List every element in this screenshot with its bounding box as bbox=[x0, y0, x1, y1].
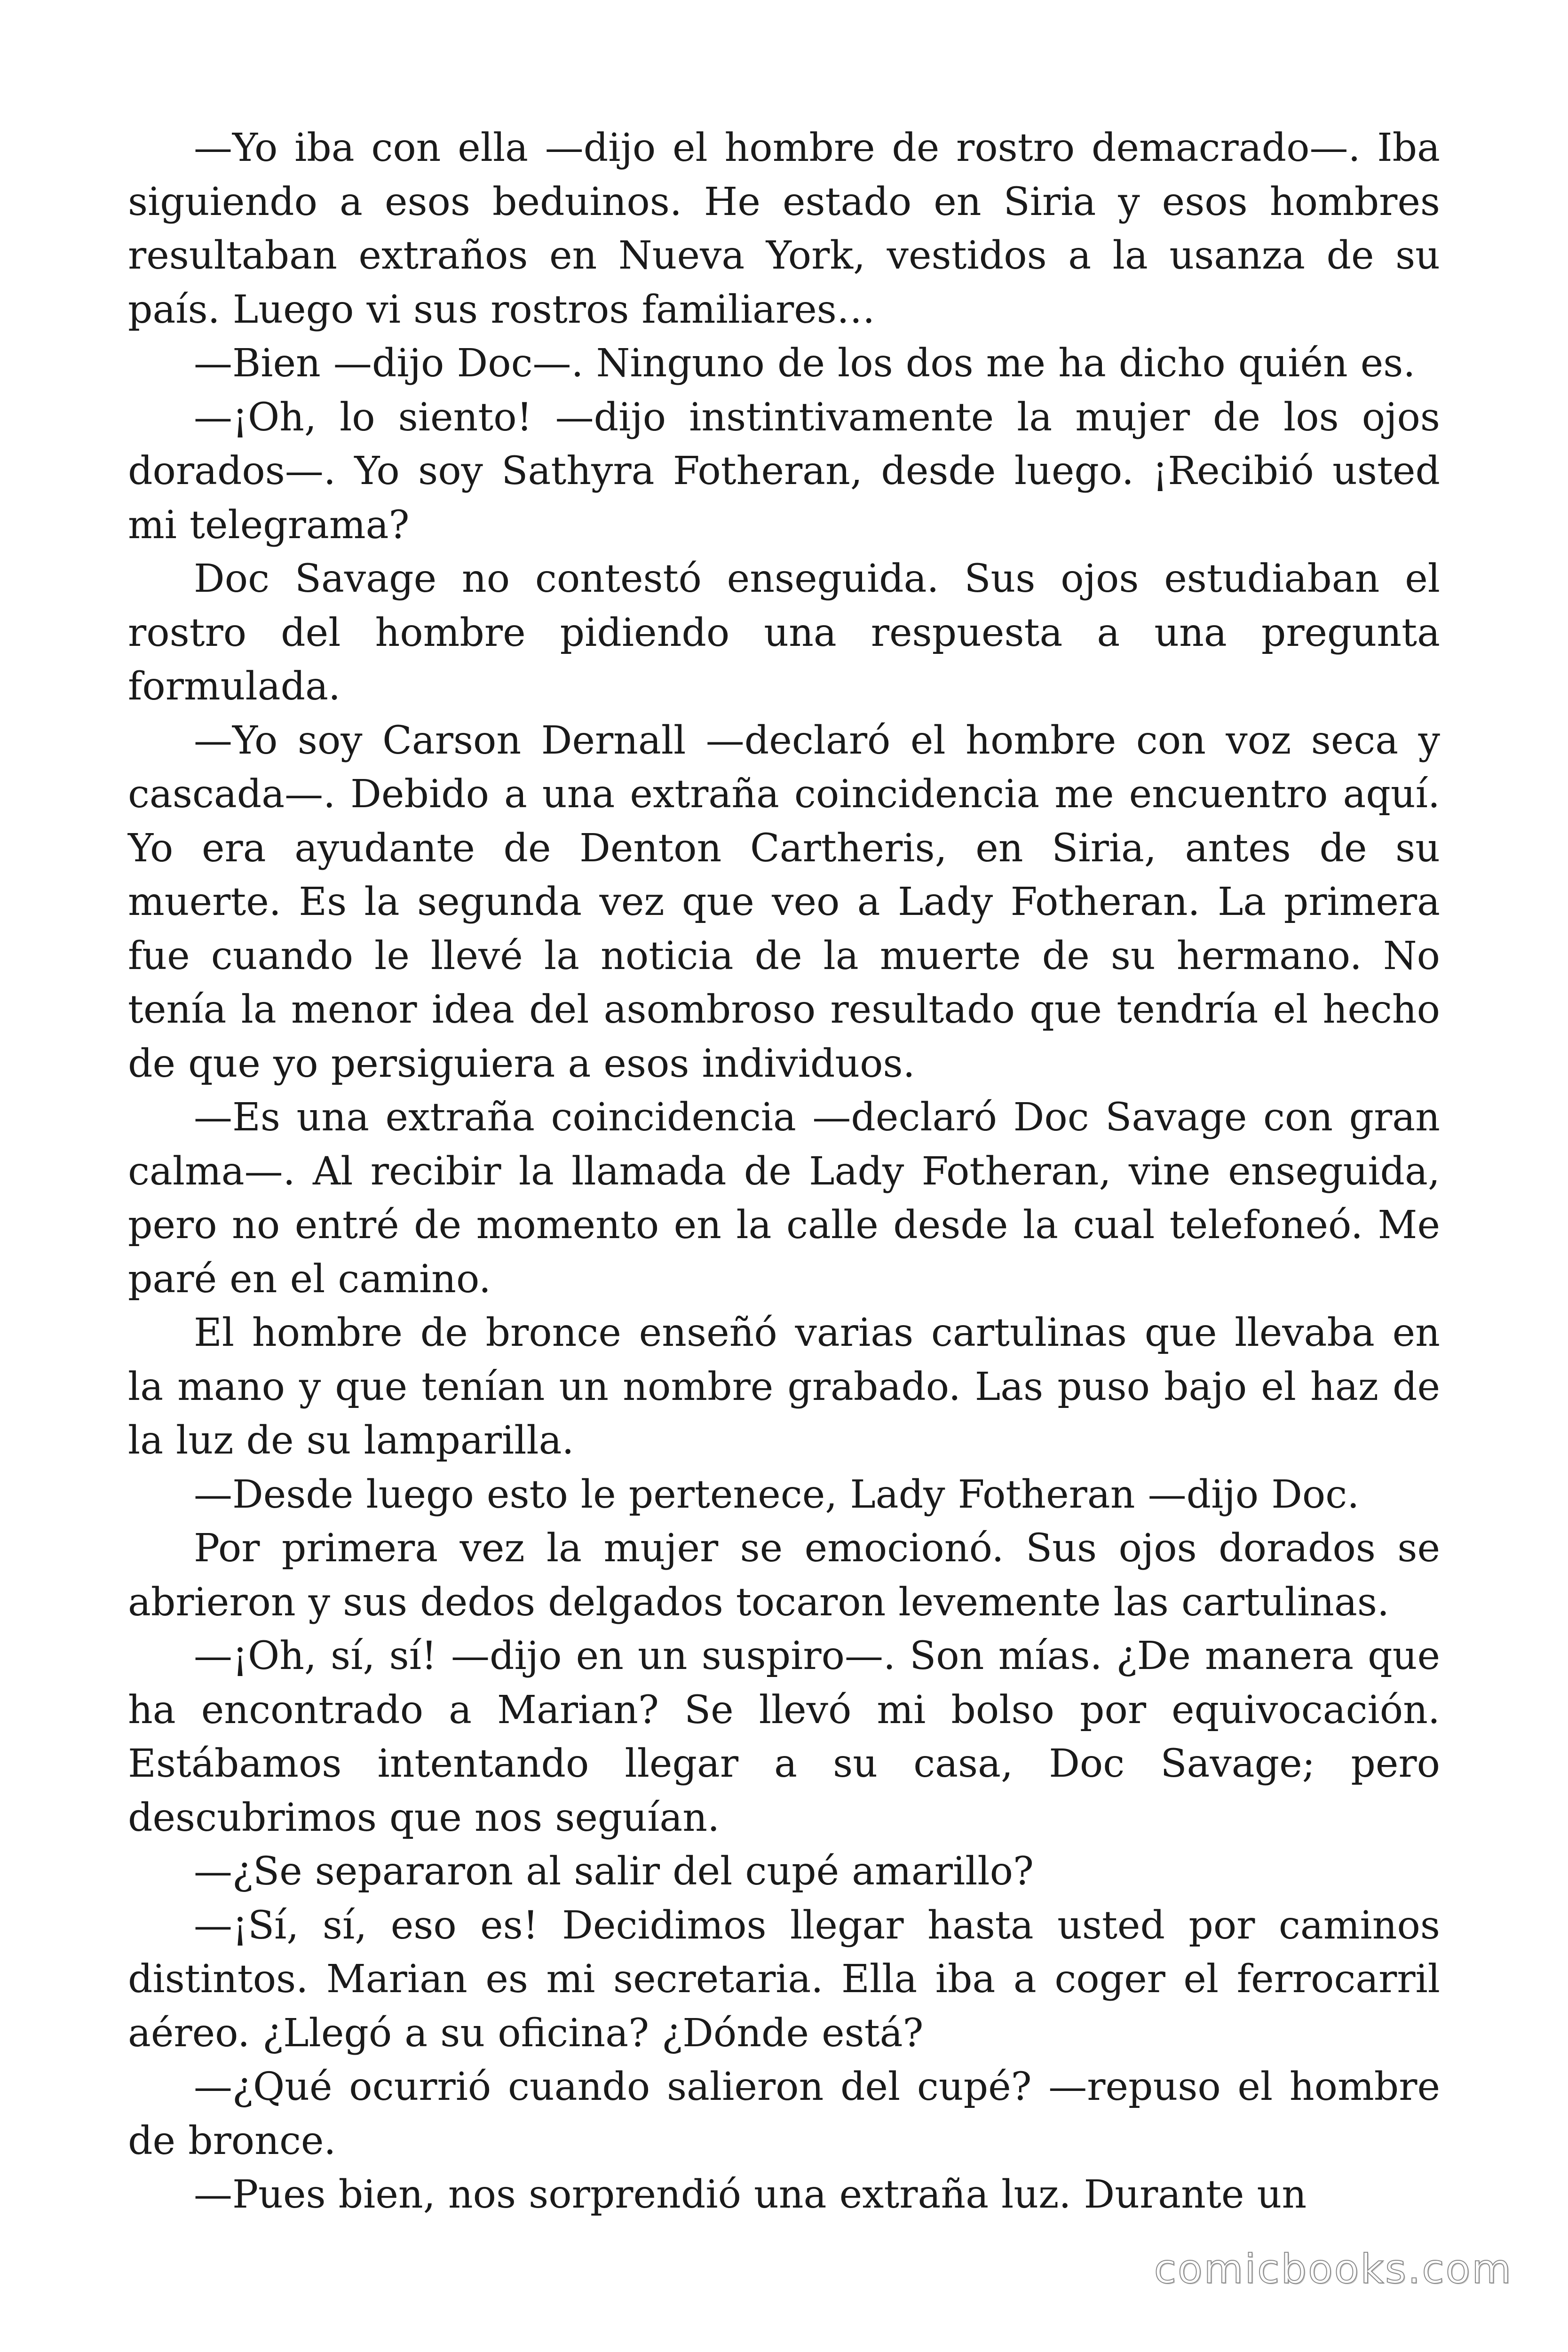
paragraph-13: —¿Qué ocurrió cuando salieron del cupé? —repuso el hombre de bronce. bbox=[128, 2065, 1440, 2163]
paragraph-1: —Yo iba con ella —dijo el hombre de rostro demacrado—. Iba siguiendo a esos beduinos. He estado en Siria y esos hombres resultaban extraños en Nueva York, vestidos a la usanza de su país. Luego vi sus rostros familiares… bbox=[128, 126, 1440, 332]
paragraph-5: —Yo soy Carson Dernall —declaró el hombre con voz seca y cascada—. Debido a una extraña coincidencia me encuentro aquí. Yo era ayudante de Denton Cartheris, en Siria, antes de su muerte. Es la segunda vez que veo a Lady Fotheran. La primera fue cuando le llevé la noticia de la muerte de su hermano. No tenía la menor idea del asombroso resultado que tendría el hecho de que yo persiguiera a esos individuos. bbox=[128, 718, 1440, 1086]
paragraph-7: El hombre de bronce enseñó varias cartulinas que llevaba en la mano y que tenían un nombre grabado. Las puso bajo el haz de la luz de su lamparilla. bbox=[128, 1311, 1440, 1463]
paragraph-12: —¡Sí, sí, eso es! Decidimos llegar hasta usted por caminos distintos. Marian es mi secretaria. Ella iba a coger el ferrocarril aéreo. ¿Llegó a su oficina? ¿Dónde está? bbox=[128, 1903, 1440, 2056]
paragraph-2: —Bien —dijo Doc—. Ninguno de los dos me ha dicho quién es. bbox=[194, 341, 1416, 386]
paragraph-11: —¿Se separaron al salir del cupé amarillo? bbox=[194, 1849, 1034, 1894]
paragraph-6: —Es una extraña coincidencia —declaró Doc Savage con gran calma—. Al recibir la llamada de Lady Fotheran, vine enseguida, pero no entré de momento en la calle desde la cual telefoneó. Me paré en el camino. bbox=[128, 1095, 1440, 1302]
watermark: comicbooks.com bbox=[1154, 2246, 1513, 2293]
paragraph-3: —¡Oh, lo siento! —dijo instintivamente la mujer de los ojos dorados—. Yo soy Sathyra Fotheran, desde luego. ¡Recibió usted mi telegrama? bbox=[128, 395, 1440, 548]
paragraph-4: Doc Savage no contestó enseguida. Sus ojos estudiaban el rostro del hombre pidiendo una respuesta a una pregunta formulada. bbox=[128, 556, 1440, 709]
paragraph-14: —Pues bien, nos sorprendió una extraña luz. Durante un bbox=[194, 2172, 1307, 2217]
paragraph-9: Por primera vez la mujer se emocionó. Sus ojos dorados se abrieron y sus dedos delgados tocaron levemente las cartulinas. bbox=[128, 1526, 1440, 1625]
paragraph-10: —¡Oh, sí, sí! —dijo en un suspiro—. Son mías. ¿De manera que ha encontrado a Marian? Se llevó mi bolso por equivocación. Estábamos intentando llegar a su casa, Doc Savage; pero descubrimos que nos seguían. bbox=[128, 1634, 1440, 1840]
paragraph-8: —Desde luego esto le pertenece, Lady Fotheran —dijo Doc. bbox=[194, 1472, 1360, 1517]
page-body bbox=[128, 121, 1440, 2222]
